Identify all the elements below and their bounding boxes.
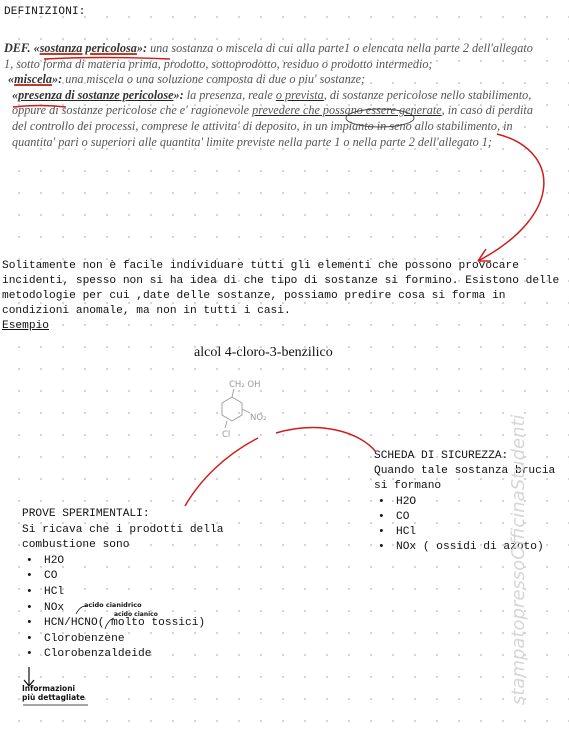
annotation-acido-cianidrico: acido cianidrico	[84, 601, 142, 609]
highlight-oval	[346, 109, 414, 127]
term-close: »:	[136, 41, 151, 55]
definition-text: , di sostanze pericolose nello stabilimento, oppure di sostanze pericolose che e' ragionevole	[12, 87, 532, 118]
intro-text: Solitamente non è facile individuare tutti gli elementi che possono provocare incidenti, spesso non si ha idea di che tipo di sostanze si formino. Esistono delle metodologie per cui ,date delle sostanze, possiamo predire cosa si forma in condizioni anomale, ma non in tutti i casi.	[2, 260, 560, 317]
term-mixture: miscela	[14, 72, 53, 87]
term-open: «	[12, 87, 19, 102]
annotation-acido-cianico: acido cianico	[114, 611, 158, 618]
definition-text: , in caso di perdita del controllo dei processi, comprese le attivita' di deposito, in un impianto in seno allo stabilimento, in quantita' pari o superiori alle quantita' limite previste nella parte 1 o nella parte 2 dell'allegato 1;	[12, 103, 533, 149]
list-item: • HCl	[374, 525, 569, 540]
annotation-line: Informazioni	[22, 684, 76, 693]
red-connector-right	[276, 428, 376, 452]
definition-text: una miscela o una soluzione composta di due o piu' sostanze;	[65, 72, 366, 87]
term-dangerous-substance: sostanza pericolosa	[39, 41, 137, 55]
example-label: Esempio	[2, 320, 49, 332]
list-item: • HCl	[22, 585, 252, 601]
definition-prefix: DEF. «	[4, 41, 40, 55]
annotation-arrow	[105, 618, 114, 629]
experimental-tests-text: Si ricava che i prodotti della combustione sono	[22, 523, 224, 552]
safety-sheet-title: SCHEDA DI SICUREZZA:	[374, 450, 509, 462]
watermark: stampatopressoOfficinaStudenti	[508, 414, 529, 705]
structure-label-bottom: Cl	[222, 430, 231, 440]
annotation-line: più dettagliate	[22, 693, 85, 702]
red-connector-left	[185, 438, 258, 506]
term-close: »:	[52, 72, 66, 87]
toxic-note: ( molto tossici)	[97, 617, 206, 630]
underlined-phrase-o-prevista: o prevista	[275, 87, 324, 102]
bond-line	[225, 421, 227, 428]
term-close: »:	[173, 87, 187, 102]
compound-name: alcol 4-cloro-3-benzilico	[194, 345, 333, 360]
structure-label-right: NO₂	[250, 413, 267, 423]
benzene-ring-shape	[222, 397, 242, 421]
list-item: • NOx	[22, 601, 252, 617]
list-item: • CO	[374, 510, 569, 525]
molecule-structure-sketch	[222, 389, 250, 428]
underlined-phrase-prevedere: prevedere che possano essere generate	[252, 103, 442, 118]
list-item-text: HCN/HCNO	[44, 617, 98, 630]
safety-sheet-text: Quando tale sostanza brucia si formano	[374, 465, 556, 493]
experimental-tests-title: PROVE SPERIMENTALI:	[22, 508, 150, 520]
definition-text: la presenza, reale	[186, 87, 276, 102]
term-open: «	[8, 72, 15, 87]
red-underline	[13, 106, 66, 108]
definition-text: una sostanza o miscela di cui alla parte1 o elencata nella parte 2 dell'allegato 1, sotto forma di materia prima, prodotto, sottoprodotto, residuo o prodotto intermedio;	[4, 41, 533, 71]
annotation-arrow	[76, 606, 86, 614]
list-item: • Clorobenzene	[22, 632, 252, 648]
term-presence-dangerous-substances: presenza di sostanze pericolose	[18, 87, 174, 102]
structure-label-top: CH₂ OH	[229, 380, 261, 390]
red-underline	[44, 58, 170, 60]
bond-line	[232, 389, 234, 397]
list-item: • CO	[22, 569, 252, 585]
list-item: • H2O	[374, 495, 569, 510]
list-item: • NOx ( ossidi di azoto)	[374, 540, 569, 555]
list-item: • Clorobenzaldeide	[22, 647, 252, 663]
bond-line	[242, 409, 250, 413]
red-arrow	[478, 134, 544, 261]
section-heading: DEFINIZIONI:	[4, 6, 86, 18]
list-item: • H2O	[22, 554, 252, 570]
